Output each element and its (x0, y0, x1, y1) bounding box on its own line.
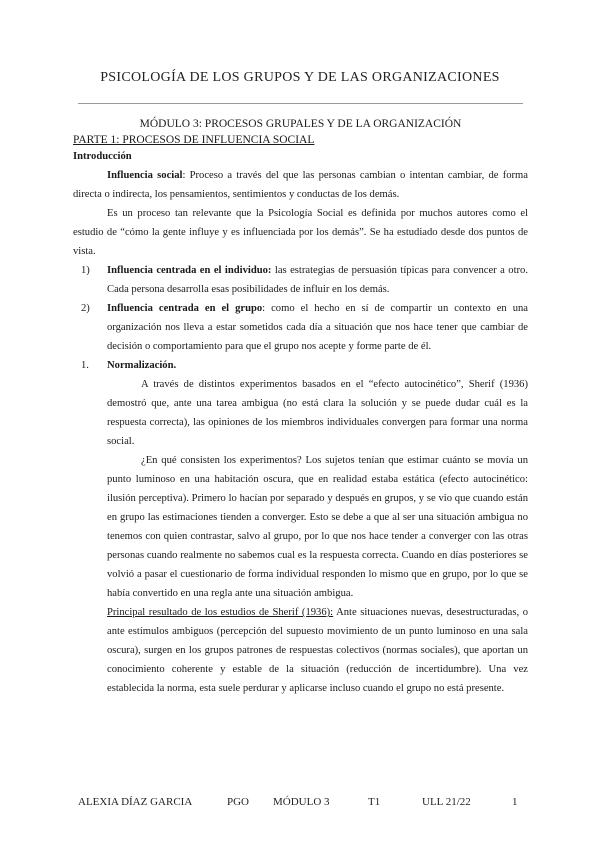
part-title: PARTE 1: PROCESOS DE INFLUENCIA SOCIAL (73, 134, 315, 146)
footer-module: MÓDULO 3 (273, 796, 330, 808)
list-item-text (107, 261, 528, 299)
document-header-title: PSICOLOGÍA DE LOS GRUPOS Y DE LAS ORGANIZACIONES (100, 70, 500, 85)
section-body (73, 375, 528, 698)
sherif-paragraph: A través de distintos experimentos basados en el “efecto autocinético”, Sherif (1936) demostró que, ante una tarea ambigua (no está clara la solución y se puede dudar cuál es la respuesta correcta), las opiniones de los miembros individuales convergen para formar una norma social. (107, 379, 528, 447)
definition-paragraph (73, 166, 528, 204)
viewpoints-list (73, 261, 528, 356)
header-divider (78, 103, 523, 104)
section-number: 1. (81, 360, 89, 371)
document-footer (0, 796, 600, 812)
section-title: Normalización. (107, 360, 177, 371)
result-paragraph (107, 603, 528, 698)
list-item (73, 299, 528, 356)
result-label: Principal resultado de los estudios de Sherif (1936): (107, 607, 334, 618)
module-title: MÓDULO 3: PROCESOS GRUPALES Y DE LA ORGANIZACIÓN (139, 118, 462, 130)
footer-author: ALEXIA DÍAZ GARCIA (78, 796, 193, 808)
list-item-term: Influencia centrada en el individuo: (107, 265, 272, 276)
list-item-text (107, 299, 528, 356)
experiments-paragraph: ¿En qué consisten los experimentos? Los sujetos tenían que estimar cuánto se movía un punto luminoso en una habitación oscura, que en realidad estaba estática (efecto autocinético: ilusión perceptiva). Primero lo hacían por separado y después en grupos, y se vio que cuando están en grupo las estimaciones tienden a converger. Esto se debe a que al ser una situación ambigua no tenemos con quien contrastar, salvo al grupo, por lo que nos hace tender a converger con las otras personas cuando realmente no sabemos cual es la respuesta correcta. Cuando en días posteriores se volvió a pasar el cuestionario de forma individual responden lo mismo que en grupo, por lo que se había convertido en una regla ante una situación ambigua. (107, 455, 528, 599)
footer-term: T1 (368, 796, 381, 808)
footer-page-number: 1 (512, 796, 518, 808)
definition-text: : Proceso a través del que las personas cambian o intentan cambiar, de forma directa o indirecta, los pensamientos, sentimientos y conductas de los demás. (73, 170, 528, 200)
footer-course: PGO (227, 796, 250, 808)
document-body (73, 116, 528, 698)
list-item-description: : como el hecho en sí de compartir un contexto en una organización nos lleva a estar sometidos cada día a situación que nos hace tener que cambiar de decisión o comportamiento para que el grupo nos acepte y forme parte de él. (107, 303, 528, 352)
list-item-number: 2) (81, 303, 90, 314)
list-item-number: 1) (81, 265, 90, 276)
list-item-term: Influencia centrada en el grupo (107, 303, 263, 314)
definition-term: Influencia social (107, 170, 183, 181)
intro-heading: Introducción (73, 151, 132, 162)
relevance-paragraph: Es un proceso tan relevante que la Psicología Social es definida por muchos autores como el estudio de “cómo la gente influye y es influenciada por los demás”. Se ha estudiado desde dos puntos de vista. (73, 208, 528, 257)
list-item (73, 261, 528, 299)
result-text: Ante situaciones nuevas, desestructuradas, o ante estímulos ambiguos (percepción del supuesto movimiento de un punto luminoso en una sala oscura), surgen en los grupos patrones de respuestas colectivos (normas sociales), que aportan un conocimiento coherente y estable de la situación (reducción de incertidumbre). Una vez establecida la norma, esta suele perdurar y aplicarse incluso cuando el grupo no está presente. (107, 607, 528, 694)
list-item-description: las estrategias de persuasión típicas para convencer a otro. Cada persona desarrolla esas posibilidades de influir en los demás. (107, 265, 528, 295)
section-heading-normalizacion (73, 356, 528, 375)
footer-university: ULL 21/22 (422, 796, 471, 808)
